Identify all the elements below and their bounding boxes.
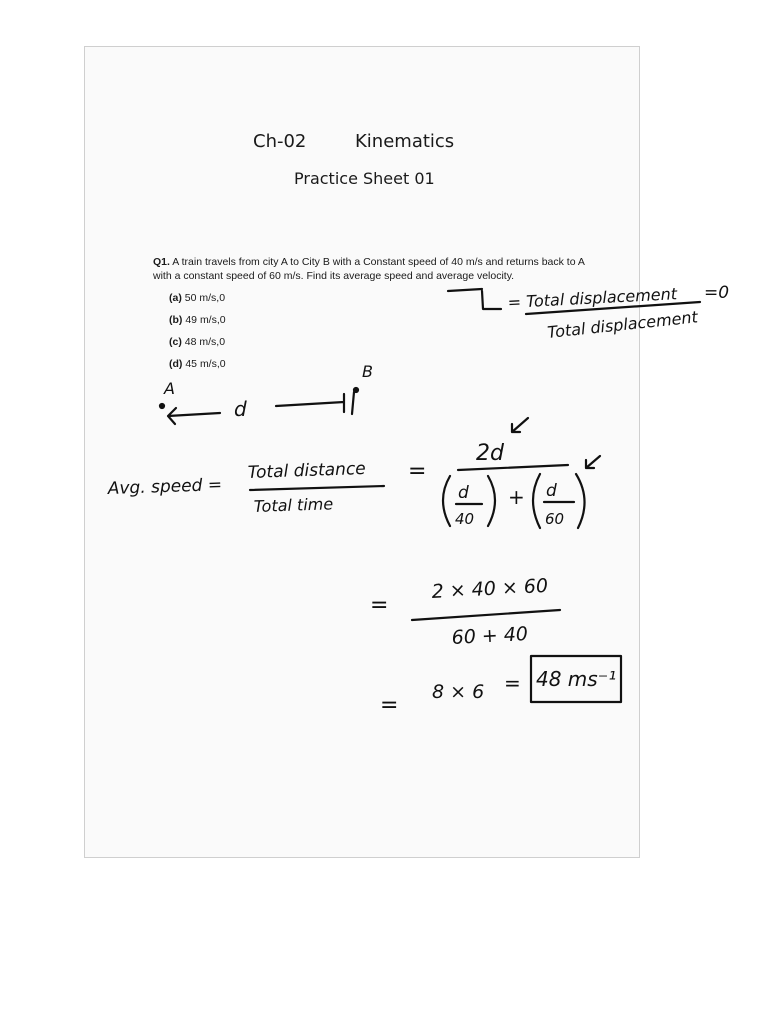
option-label: (b) (169, 314, 183, 326)
paren-right-1 (488, 476, 495, 526)
forward-arrow (276, 392, 354, 414)
step-expression: 8 × 6 (432, 681, 485, 703)
check-arrow-2 (586, 456, 600, 468)
frac1-denominator: 40 (455, 510, 475, 528)
product-expression: 2 × 40 × 60 (431, 574, 549, 603)
paren-right-2 (576, 474, 585, 528)
avg-speed-denominator: Total time (253, 494, 334, 516)
main-fraction-bar (458, 465, 568, 470)
plus-sign: + (508, 485, 525, 509)
check-arrow-1 (512, 418, 528, 432)
option-value: 49 m/s,0 (185, 314, 226, 326)
option-value: 48 m/s,0 (184, 336, 226, 348)
point-b-label: B (362, 362, 373, 381)
chapter-name: Kinematics (355, 131, 455, 152)
equals-3: = (380, 693, 399, 718)
question-body: A train travels from city A to City B with a Constant speed of 40 m/s and returns back to A with a constant speed of 60 m/s. Find its average speed and average velocity. (153, 256, 585, 282)
paren-left-1 (443, 476, 450, 526)
option-value: 50 m/s,0 (184, 292, 226, 304)
point-a-dot (160, 404, 164, 408)
velocity-result: =0 (704, 283, 730, 303)
product-fraction-bar (412, 610, 560, 620)
equals-2: = (370, 593, 389, 618)
velocity-symbol-stroke (448, 289, 501, 309)
point-a-label: A (164, 379, 175, 398)
frac2-numerator: d (546, 481, 557, 501)
chapter-code: Ch-02 (253, 131, 307, 152)
equals-4: = (504, 671, 521, 695)
sheet-title: Practice Sheet 01 (294, 169, 435, 188)
velocity-label: = Total displacement (507, 284, 678, 312)
option-label: (d) (169, 358, 183, 370)
distance-label: d (234, 397, 247, 421)
avg-speed-numerator: Total distance (247, 458, 367, 483)
option-label: (c) (169, 336, 182, 348)
sum-expression: 60 + 40 (451, 623, 529, 649)
paren-left-2 (533, 474, 540, 528)
avg-speed-fraction-bar (250, 486, 384, 490)
return-arrow (168, 408, 220, 424)
question-number: Q1. (153, 256, 170, 268)
avg-speed-label: Avg. speed = (107, 475, 223, 499)
frac1-numerator: d (458, 483, 469, 503)
option-label: (a) (169, 292, 182, 304)
equals-1: = (408, 459, 427, 484)
frac2-denominator: 60 (545, 510, 565, 528)
option-value: 45 m/s,0 (185, 358, 226, 370)
numerator-2d: 2d (476, 441, 504, 466)
final-answer: 48 ms⁻¹ (536, 667, 617, 691)
velocity-denominator: Total displacement (546, 307, 699, 342)
